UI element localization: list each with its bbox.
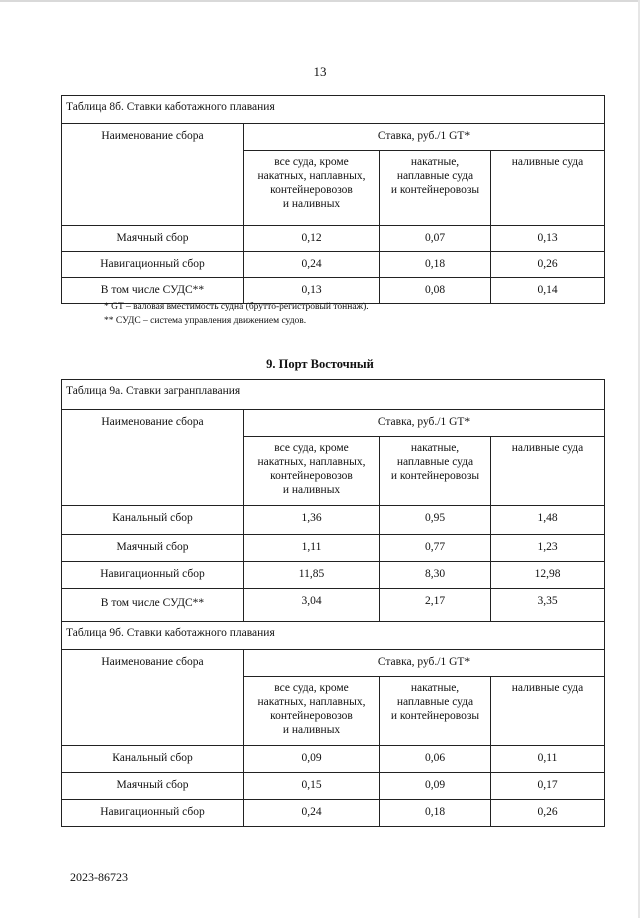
row-name: В том числе СУДС** [62,278,244,304]
section-title: 9. Порт Восточный [266,357,374,371]
rate-value: 0,18 [380,800,491,827]
rate-value: 1,11 [244,535,380,562]
column-header-name: Наименование сбора [62,650,244,746]
row-name: Навигационный сбор [62,800,244,827]
rate-value: 0,13 [491,226,605,252]
subheader-roro: накатные, наплавные суда и контейнеровозы [380,437,491,506]
rate-value: 0,08 [380,278,491,304]
document-number: 2023-86723 [70,870,128,884]
table-caption: Таблица 9б. Ставки каботажного плавания [62,622,605,650]
table-caption: Таблица 8б. Ставки каботажного плавания [62,96,605,124]
row-name: Маячный сбор [62,773,244,800]
rate-value: 0,11 [491,746,605,773]
rate-value: 0,07 [380,226,491,252]
column-header-rate: Ставка, руб./1 GT* [244,650,605,677]
column-header-rate: Ставка, руб./1 GT* [244,410,605,437]
rate-value: 0,26 [491,800,605,827]
rate-value: 0,24 [244,252,380,278]
rate-value: 1,23 [491,535,605,562]
rate-value: 0,12 [244,226,380,252]
column-header-rate: Ставка, руб./1 GT* [244,124,605,151]
table-caption: Таблица 9а. Ставки загранплавания [62,380,605,410]
rate-value: 11,85 [244,562,380,589]
subheader-all-vessels: все суда, кроме накатных, наплавных, контейнеровозов и наливных [244,151,380,226]
scan-edge [0,0,640,2]
rate-value: 0,06 [380,746,491,773]
subheader-roro: накатные, наплавные суда и контейнеровозы [380,151,491,226]
footnote-suds: ** СУДС – система управления движением судов. [104,316,307,326]
row-name: Канальный сбор [62,746,244,773]
subheader-roro: накатные, наплавные суда и контейнеровозы [380,677,491,746]
row-name: Навигационный сбор [62,562,244,589]
rate-value: 1,48 [491,506,605,535]
subheader-tankers: наливные суда [491,677,605,746]
rate-value: 3,04 [244,589,380,622]
page-number: 13 [313,64,327,79]
row-name: В том числе СУДС** [62,589,244,622]
rate-value: 8,30 [380,562,491,589]
rate-value: 0,09 [380,773,491,800]
subheader-all-vessels: все суда, кроме накатных, наплавных, контейнеровозов и наливных [244,437,380,506]
rate-value: 0,24 [244,800,380,827]
rate-value: 0,17 [491,773,605,800]
rate-value: 0,09 [244,746,380,773]
column-header-name: Наименование сбора [62,410,244,506]
table-9a [61,379,605,827]
rate-value: 12,98 [491,562,605,589]
rate-value: 1,36 [244,506,380,535]
subheader-all-vessels: все суда, кроме накатных, наплавных, контейнеровозов и наливных [244,677,380,746]
rate-value: 0,13 [244,278,380,304]
rate-value: 0,95 [380,506,491,535]
rate-value: 0,18 [380,252,491,278]
rate-value: 3,35 [491,589,605,622]
footnote-gt: * GT – валовая вместимость судна (брутто-регистровый тоннаж). [104,302,369,312]
rate-value: 0,14 [491,278,605,304]
subheader-tankers: наливные суда [491,437,605,506]
row-name: Канальный сбор [62,506,244,535]
rate-value: 0,26 [491,252,605,278]
rate-value: 0,15 [244,773,380,800]
row-name: Маячный сбор [62,226,244,252]
rate-value: 2,17 [380,589,491,622]
table-8b [61,95,605,304]
footnotes [104,300,369,328]
row-name: Маячный сбор [62,535,244,562]
column-header-name: Наименование сбора [62,124,244,226]
subheader-tankers: наливные суда [491,151,605,226]
row-name: Навигационный сбор [62,252,244,278]
rate-value: 0,77 [380,535,491,562]
